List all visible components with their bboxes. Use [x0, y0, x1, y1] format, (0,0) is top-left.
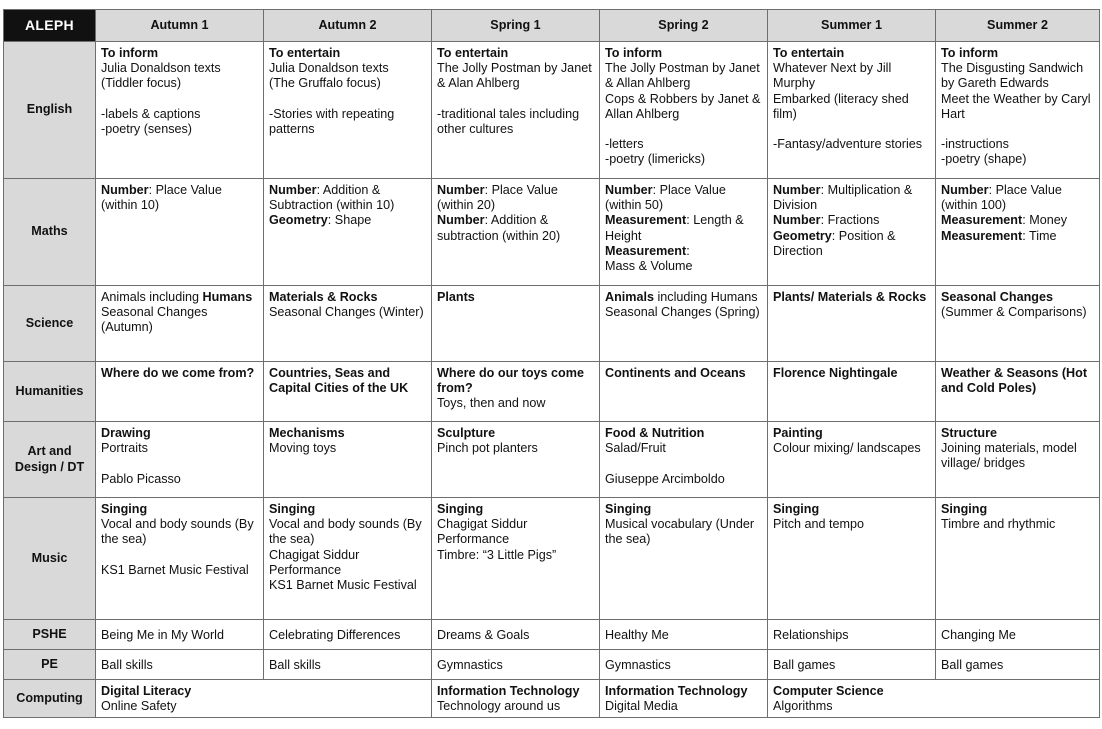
humanities-title: Weather & Seasons (Hot and Cold Poles)	[941, 366, 1088, 396]
humanities-cell	[600, 362, 768, 422]
cell-text: Pitch and tempo	[773, 517, 865, 532]
computing-cell	[600, 680, 768, 718]
maths-detail: : Addition & subtraction (within 20)	[437, 213, 561, 243]
computing-cell	[432, 680, 600, 718]
music-cell	[600, 498, 768, 620]
science-bold: Plants/ Materials & Rocks	[773, 290, 927, 304]
music-row	[4, 498, 1100, 620]
maths-topic	[101, 183, 259, 213]
humanities-title: Where do our toys come from?	[437, 366, 584, 396]
pe-row	[4, 650, 1100, 680]
spacer	[101, 548, 259, 563]
science-plain: Animals including	[101, 290, 203, 304]
maths-detail: :	[686, 243, 690, 258]
music-cell	[432, 498, 600, 620]
science-cell	[96, 286, 264, 362]
maths-detail: : Place Value (within 20)	[437, 183, 558, 213]
maths-cell	[264, 179, 432, 286]
cell-text: Seasonal Changes (Autumn)	[101, 305, 208, 335]
art-title: Mechanisms	[269, 426, 345, 440]
maths-detail: : Shape	[327, 213, 372, 228]
maths-strand: Geometry	[269, 213, 328, 228]
subject-maths: Maths	[4, 179, 96, 286]
music-title: Singing	[269, 502, 316, 516]
computing-topic: Technology around us	[437, 699, 561, 714]
computing-topic: Online Safety	[101, 699, 177, 714]
science-cell	[600, 286, 768, 362]
cell-text: Chagigat Siddur Performance	[269, 547, 360, 577]
art-title: Structure	[941, 426, 997, 440]
cell-text: -Fantasy/adventure stories	[773, 137, 923, 152]
art-cell	[936, 422, 1100, 498]
science-plain: including Humans	[654, 290, 758, 304]
science-topic	[941, 290, 1095, 305]
art-cell	[96, 422, 264, 498]
maths-detail: : Money	[1022, 213, 1068, 228]
maths-detail: : Length & Height	[605, 213, 744, 243]
science-topic	[437, 290, 595, 305]
cell-text: The Disgusting Sandwich by Gareth Edwards	[941, 61, 1084, 91]
maths-topic	[773, 213, 931, 228]
maths-topic	[605, 183, 763, 213]
text-purpose: To inform	[605, 46, 663, 60]
text-purpose: To entertain	[773, 46, 845, 60]
cell-text: Colour mixing/ landscapes	[773, 441, 921, 456]
art-cell	[768, 422, 936, 498]
maths-cell	[936, 179, 1100, 286]
science-cell	[264, 286, 432, 362]
pe-cell: Ball skills	[264, 650, 432, 680]
maths-strand: Geometry	[773, 228, 832, 243]
subject-pe: PE	[4, 650, 96, 680]
computing-strand: Computer Science	[773, 684, 884, 698]
maths-topic	[941, 229, 1095, 244]
music-cell	[264, 498, 432, 620]
cell-text: -instructions	[941, 137, 1009, 152]
english-cell	[432, 42, 600, 179]
maths-strand: Number	[437, 213, 485, 228]
pe-cell: Ball skills	[96, 650, 264, 680]
cell-text: (The Gruffalo focus)	[269, 76, 381, 91]
spacer	[941, 122, 1095, 137]
cell-text: Timbre: “3 Little Pigs”	[437, 547, 557, 562]
pshe-cell: Celebrating Differences	[264, 620, 432, 650]
maths-topic	[605, 259, 763, 274]
term-header: Spring 2	[600, 10, 768, 42]
music-title: Singing	[941, 502, 988, 516]
humanities-title: Where do we come from?	[101, 366, 255, 380]
science-row	[4, 286, 1100, 362]
cell-text: Musical vocabulary (Under the sea)	[605, 517, 755, 547]
science-bold: Materials & Rocks	[269, 290, 378, 304]
maths-detail: : Position & Direction	[773, 228, 896, 258]
science-topic	[101, 290, 259, 305]
music-title: Singing	[101, 502, 148, 516]
maths-topic	[437, 213, 595, 243]
maths-cell	[432, 179, 600, 286]
humanities-cell	[768, 362, 936, 422]
text-purpose: To entertain	[437, 46, 509, 60]
spacer	[269, 92, 427, 107]
pe-cell: Ball games	[936, 650, 1100, 680]
computing-topic: Algorithms	[773, 699, 833, 714]
maths-topic	[773, 183, 931, 213]
maths-strand: Number	[773, 213, 821, 228]
cell-text: -poetry (senses)	[101, 122, 192, 136]
cell-text: -Stories with repeating patterns	[269, 106, 395, 136]
humanities-title: Countries, Seas and Capital Cities of the UK	[269, 366, 409, 396]
science-cell	[432, 286, 600, 362]
cell-text: Embarked (literacy shed film)	[773, 91, 909, 121]
cell-text: Joining materials, model village/ bridges	[941, 441, 1077, 471]
cell-text: Vocal and body sounds (By the sea)	[269, 517, 422, 547]
cell-text: Salad/Fruit	[605, 441, 666, 456]
english-cell	[768, 42, 936, 179]
maths-topic	[941, 213, 1095, 228]
maths-topic	[269, 213, 427, 228]
spacer	[101, 456, 259, 471]
maths-strand: Measurement	[605, 243, 687, 258]
cell-text: (Summer & Comparisons)	[941, 305, 1087, 320]
text-purpose: To inform	[101, 46, 159, 60]
cell-text: Seasonal Changes (Spring)	[605, 305, 760, 320]
humanities-cell	[936, 362, 1100, 422]
maths-cell	[600, 179, 768, 286]
pshe-cell: Changing Me	[936, 620, 1100, 650]
pshe-cell: Being Me in My World	[96, 620, 264, 650]
maths-detail: : Place Value (within 10)	[101, 183, 222, 213]
cell-text: Julia Donaldson texts	[269, 61, 389, 76]
year-group-label: ALEPH	[4, 10, 96, 42]
cell-text: -poetry (shape)	[941, 152, 1027, 167]
cell-text: Cops & Robbers by Janet & Allan Ahlberg	[605, 91, 761, 121]
spacer	[773, 122, 931, 137]
maths-topic	[437, 183, 595, 213]
computing-cell	[96, 680, 432, 718]
computing-topic: Digital Media	[605, 699, 678, 714]
music-title: Singing	[605, 502, 652, 516]
subject-pshe: PSHE	[4, 620, 96, 650]
music-title: Singing	[773, 502, 820, 516]
science-bold: Humans	[202, 290, 253, 304]
maths-strand: Number	[101, 183, 149, 197]
term-header: Summer 2	[936, 10, 1100, 42]
cell-text: -poetry (limericks)	[605, 152, 706, 167]
music-cell	[936, 498, 1100, 620]
cell-text: Timbre and rhythmic	[941, 517, 1056, 532]
pshe-cell: Healthy Me	[600, 620, 768, 650]
cell-text: -labels & captions	[101, 106, 201, 121]
cell-text: Pablo Picasso	[101, 471, 181, 486]
cell-text: KS1 Barnet Music Festival	[269, 578, 417, 593]
cell-text: -letters	[605, 137, 644, 152]
subject-music: Music	[4, 498, 96, 620]
cell-text: The Jolly Postman by Janet & Allan Ahlberg	[605, 61, 760, 91]
cell-text: Seasonal Changes (Winter)	[269, 305, 424, 320]
cell-text: Meet the Weather by Caryl Hart	[941, 91, 1091, 121]
music-cell	[96, 498, 264, 620]
maths-strand: Measurement	[605, 213, 687, 228]
english-cell	[264, 42, 432, 179]
spacer	[605, 122, 763, 137]
maths-topic	[269, 183, 427, 213]
maths-topic	[773, 229, 931, 259]
maths-detail: : Multiplication & Division	[773, 183, 913, 213]
spacer	[605, 456, 763, 471]
maths-strand: Number	[941, 183, 989, 197]
science-topic	[605, 290, 763, 305]
humanities-title: Continents and Oceans	[605, 366, 746, 380]
art-title: Drawing	[101, 426, 151, 440]
term-header: Summer 1	[768, 10, 936, 42]
science-bold: Animals	[605, 290, 654, 304]
art-title: Sculpture	[437, 426, 496, 440]
subject-humanities: Humanities	[4, 362, 96, 422]
science-topic	[773, 290, 931, 305]
maths-strand: Number	[773, 183, 821, 197]
term-header: Autumn 1	[96, 10, 264, 42]
maths-topic	[605, 213, 763, 243]
maths-strand: Number	[605, 183, 653, 197]
english-row	[4, 42, 1100, 179]
pe-cell: Gymnastics	[600, 650, 768, 680]
cell-text: Chagigat Siddur Performance	[437, 517, 528, 547]
art-row	[4, 422, 1100, 498]
maths-cell	[96, 179, 264, 286]
subject-english: English	[4, 42, 96, 179]
maths-strand: Measurement	[941, 228, 1023, 243]
english-cell	[96, 42, 264, 179]
computing-cell	[768, 680, 1100, 718]
spacer	[101, 92, 259, 107]
maths-row	[4, 179, 1100, 286]
cell-text: The Jolly Postman by Janet & Alan Ahlberg	[437, 61, 592, 91]
maths-detail: : Place Value (within 100)	[941, 183, 1062, 213]
pe-cell: Gymnastics	[432, 650, 600, 680]
subject-computing: Computing	[4, 680, 96, 718]
curriculum-table	[3, 9, 1100, 718]
art-title: Painting	[773, 426, 823, 440]
maths-strand: Measurement	[941, 213, 1023, 228]
english-cell	[936, 42, 1100, 179]
art-cell	[264, 422, 432, 498]
spacer	[437, 92, 595, 107]
humanities-cell	[432, 362, 600, 422]
maths-detail: Mass & Volume	[605, 259, 693, 274]
science-topic	[269, 290, 427, 305]
computing-strand: Digital Literacy	[101, 684, 192, 698]
science-cell	[768, 286, 936, 362]
cell-text: KS1 Barnet Music Festival	[101, 562, 249, 577]
pshe-cell: Dreams & Goals	[432, 620, 600, 650]
art-title: Food & Nutrition	[605, 426, 705, 440]
maths-strand: Number	[437, 183, 485, 197]
text-purpose: To inform	[941, 46, 999, 60]
maths-cell	[768, 179, 936, 286]
music-title: Singing	[437, 502, 484, 516]
science-cell	[936, 286, 1100, 362]
art-cell	[600, 422, 768, 498]
cell-text: Portraits	[101, 441, 148, 456]
music-cell	[768, 498, 936, 620]
header-row	[4, 10, 1100, 42]
maths-detail: : Fractions	[820, 213, 880, 228]
maths-topic	[941, 183, 1095, 213]
maths-detail: : Place Value (within 50)	[605, 183, 726, 213]
maths-topic	[605, 244, 763, 259]
humanities-cell	[264, 362, 432, 422]
english-cell	[600, 42, 768, 179]
cell-text: Pinch pot planters	[437, 441, 538, 456]
humanities-row	[4, 362, 1100, 422]
cell-text: Giuseppe Arcimboldo	[605, 471, 725, 486]
cell-text: Whatever Next by Jill Murphy	[773, 61, 892, 91]
science-bold: Seasonal Changes	[941, 290, 1053, 304]
computing-strand: Information Technology	[437, 684, 580, 698]
term-header: Autumn 2	[264, 10, 432, 42]
cell-text: Vocal and body sounds (By the sea)	[101, 517, 254, 547]
computing-row	[4, 680, 1100, 718]
cell-text: -traditional tales including other cultures	[437, 106, 580, 136]
pshe-cell: Relationships	[768, 620, 936, 650]
pe-cell: Ball games	[768, 650, 936, 680]
art-cell	[432, 422, 600, 498]
cell-text: Julia Donaldson texts	[101, 61, 221, 76]
humanities-title: Florence Nightingale	[773, 366, 898, 380]
maths-detail: : Time	[1022, 228, 1057, 243]
computing-strand: Information Technology	[605, 684, 748, 698]
humanities-cell	[96, 362, 264, 422]
cell-text: Moving toys	[269, 441, 337, 456]
maths-detail: : Addition & Subtraction (within 10)	[269, 183, 395, 213]
subject-science: Science	[4, 286, 96, 362]
text-purpose: To entertain	[269, 46, 341, 60]
maths-strand: Number	[269, 183, 317, 197]
subject-art: Art and Design / DT	[4, 422, 96, 498]
science-bold: Plants	[437, 290, 475, 304]
cell-text: Toys, then and now	[437, 396, 546, 411]
pshe-row	[4, 620, 1100, 650]
cell-text: (Tiddler focus)	[101, 76, 182, 91]
term-header: Spring 1	[432, 10, 600, 42]
